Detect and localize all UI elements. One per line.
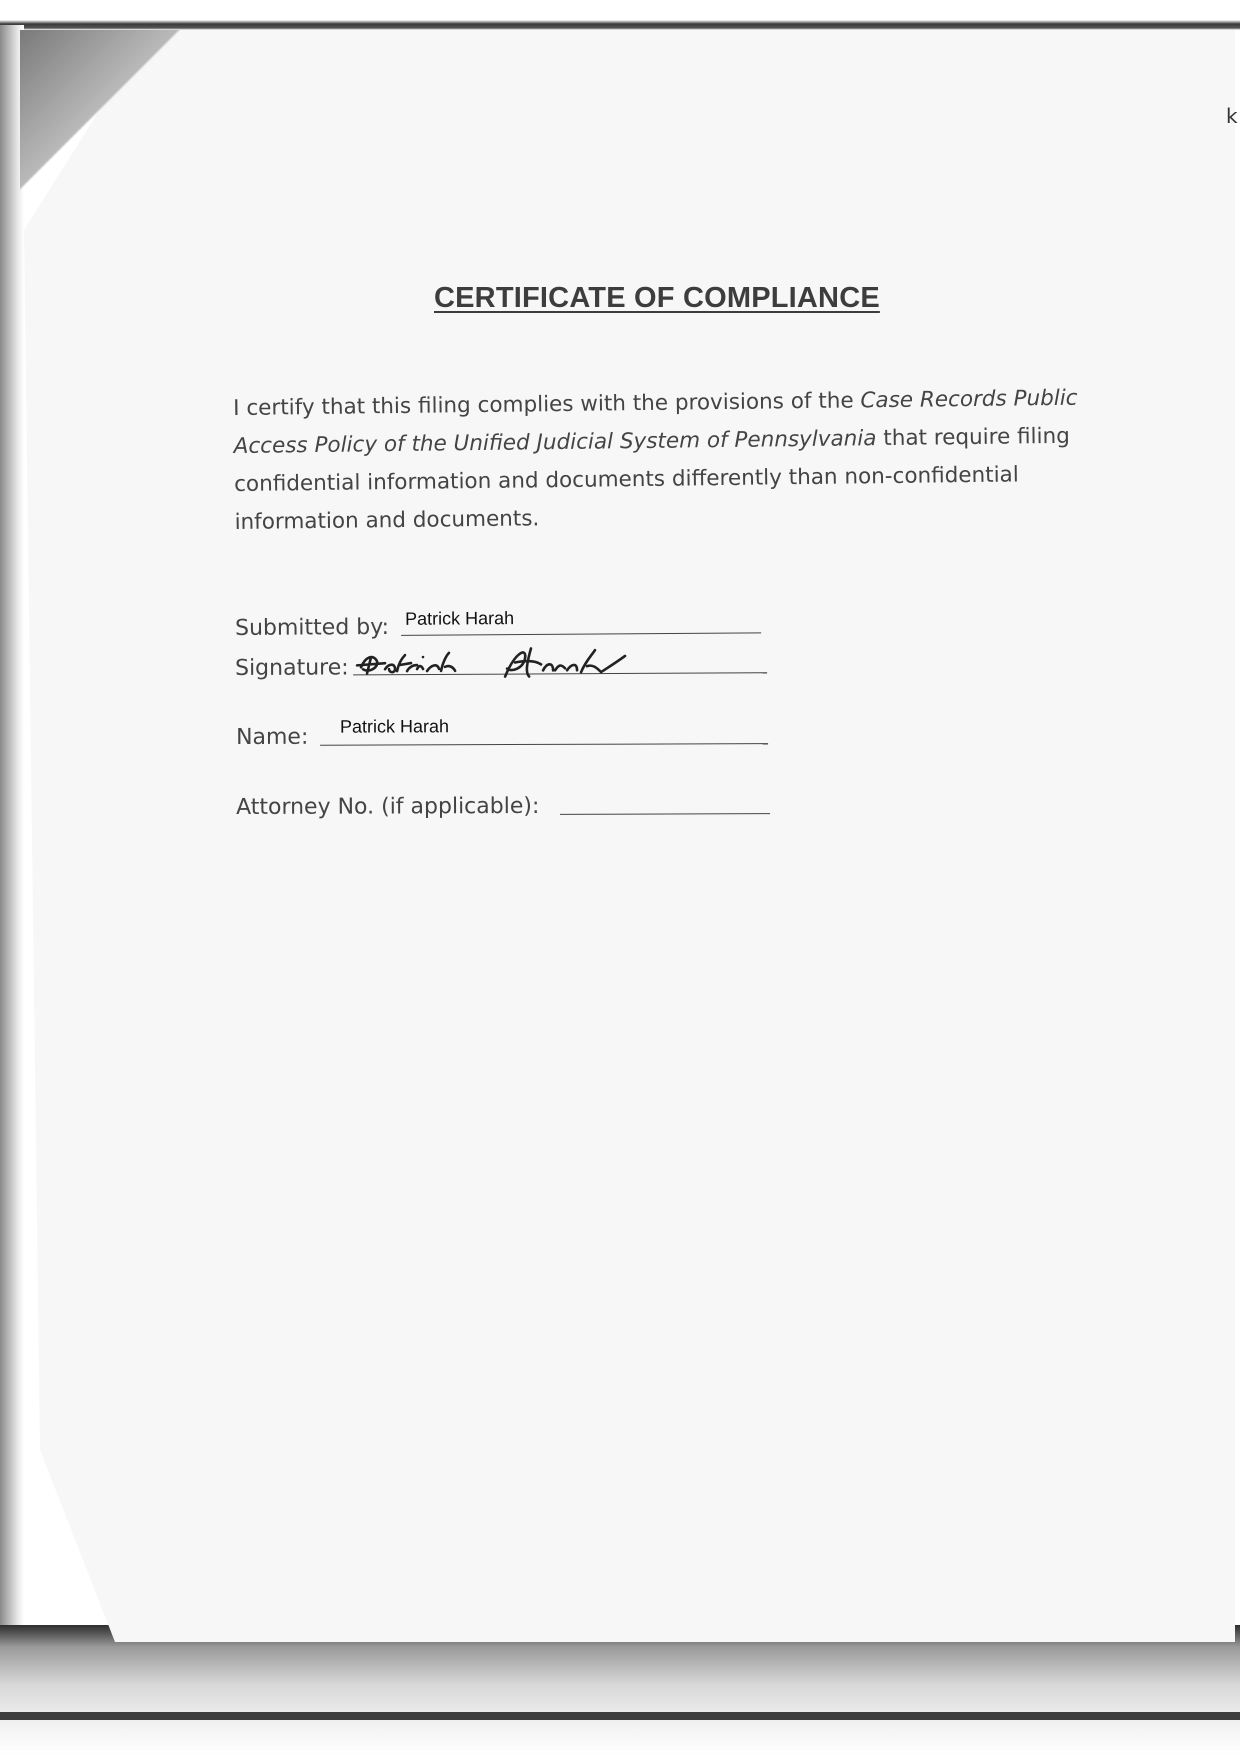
submitted-by-line xyxy=(401,632,761,636)
paragraph-text-start: I certify that this filing complies with the provisions of the xyxy=(233,388,861,421)
submitted-by-value: Patrick Harah xyxy=(404,608,515,629)
signature-label: Signature: xyxy=(235,655,349,681)
margin-mark: k xyxy=(1226,104,1238,128)
attorney-no-line xyxy=(560,813,770,815)
certification-paragraph xyxy=(233,379,1135,542)
name-value: Patrick Harah xyxy=(339,716,450,737)
name-line xyxy=(320,743,768,746)
signature-row xyxy=(235,653,775,696)
scan-bottom-line xyxy=(0,1712,1240,1720)
attorney-no-row xyxy=(236,793,776,835)
scan-bottom-band xyxy=(0,1625,1240,1755)
submitted-by-label: Submitted by: xyxy=(235,614,390,641)
scan-left-edge xyxy=(0,25,24,1635)
paragraph-text-end: that require filing confidential information and documents differently than non-confidential information and documents. xyxy=(234,423,1070,535)
folded-corner xyxy=(20,30,180,220)
scan-top-edge xyxy=(0,0,1240,30)
name-label: Name: xyxy=(236,724,309,750)
paper-sheet xyxy=(20,30,1235,1642)
document-title: CERTIFICATE OF COMPLIANCE xyxy=(434,282,880,314)
policy-name: Case Records Public Access Policy of the Unified Judicial System of Pennsylvania xyxy=(233,385,1078,459)
attorney-no-label: Attorney No. (if applicable): xyxy=(236,793,540,820)
name-row xyxy=(236,716,776,765)
handwritten-signature xyxy=(355,642,695,688)
